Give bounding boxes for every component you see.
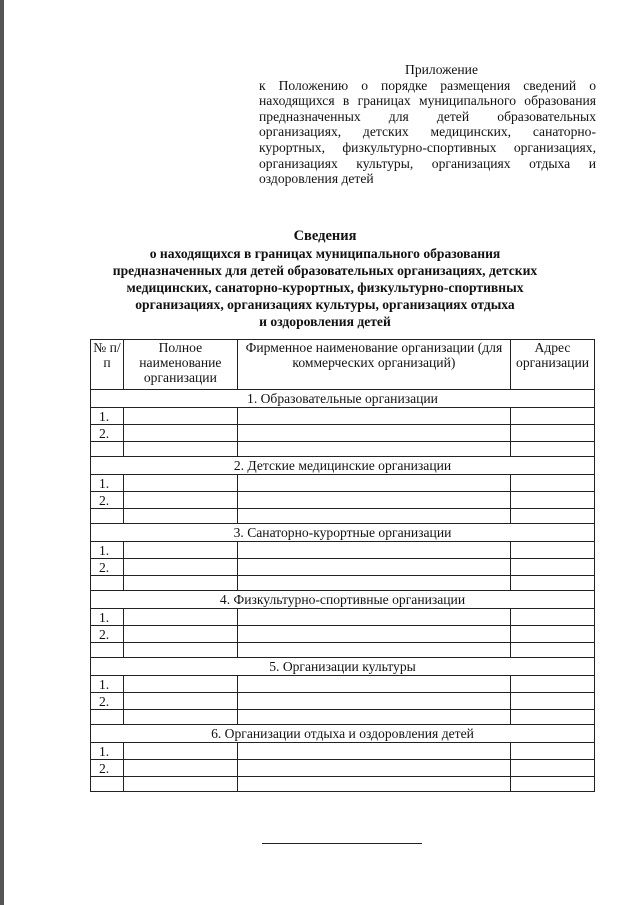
table-row (91, 559, 595, 576)
cell (237, 425, 510, 442)
cell (237, 760, 510, 777)
cell (123, 710, 237, 725)
cell (123, 492, 237, 509)
cell (91, 710, 124, 725)
cell (237, 442, 510, 457)
row-number: 2. (91, 425, 124, 442)
section-title: 5. Организации культуры (91, 658, 595, 676)
cell (511, 676, 595, 693)
cell (237, 408, 510, 425)
cell (511, 777, 595, 792)
section-row (91, 524, 595, 542)
row-number: 1. (91, 408, 124, 425)
cell (237, 475, 510, 492)
section-row (91, 390, 595, 408)
col-header-full-name: Полное наименование организации (123, 340, 237, 390)
cell (123, 676, 237, 693)
cell (511, 576, 595, 591)
row-number: 2. (91, 626, 124, 643)
section-title: 3. Санаторно-курортные организации (91, 524, 595, 542)
section-title: 2. Детские медицинские организации (91, 457, 595, 475)
cell (91, 576, 124, 591)
cell (123, 743, 237, 760)
cell (511, 492, 595, 509)
cell (511, 509, 595, 524)
cell (91, 643, 124, 658)
cell (511, 442, 595, 457)
col-header-address: Адрес организации (511, 340, 595, 390)
heading-line: о находящихся в границах муниципального образования (149, 246, 501, 261)
cell (123, 509, 237, 524)
row-number: 2. (91, 760, 124, 777)
cell (123, 609, 237, 626)
table-row (91, 609, 595, 626)
cell (237, 576, 510, 591)
document-heading (95, 228, 555, 330)
heading-title: Сведения (293, 228, 357, 244)
cell (511, 542, 595, 559)
row-number: 2. (91, 492, 124, 509)
cell (237, 777, 510, 792)
cell (123, 643, 237, 658)
table-row (91, 710, 595, 725)
cell (237, 509, 510, 524)
scan-edge (0, 0, 4, 905)
cell (511, 693, 595, 710)
section-row (91, 591, 595, 609)
section-title: 4. Физкультурно-спортивные организации (91, 591, 595, 609)
appendix-block (259, 62, 596, 187)
section-row (91, 658, 595, 676)
cell (91, 509, 124, 524)
cell (511, 743, 595, 760)
table-row (91, 442, 595, 457)
heading-line: организациях, организациях культуры, организациях отдыха (135, 297, 515, 312)
heading-line: предназначенных для детей образовательных организациях, детских (112, 263, 538, 278)
cell (123, 475, 237, 492)
table-row (91, 509, 595, 524)
closing-line (262, 843, 422, 844)
table-row (91, 743, 595, 760)
table-row (91, 693, 595, 710)
cell (237, 693, 510, 710)
table-row (91, 542, 595, 559)
cell (511, 559, 595, 576)
table-row (91, 475, 595, 492)
row-number: 1. (91, 475, 124, 492)
cell (237, 743, 510, 760)
table-row (91, 492, 595, 509)
cell (237, 710, 510, 725)
row-number: 1. (91, 676, 124, 693)
cell (91, 442, 124, 457)
section-title: 6. Организации отдыха и оздоровления детей (91, 725, 595, 743)
table-row (91, 408, 595, 425)
cell (511, 760, 595, 777)
cell (123, 777, 237, 792)
cell (511, 425, 595, 442)
cell (511, 643, 595, 658)
cell (511, 609, 595, 626)
section-title: 1. Образовательные организации (91, 390, 595, 408)
cell (511, 710, 595, 725)
table-row (91, 626, 595, 643)
cell (237, 643, 510, 658)
cell (123, 442, 237, 457)
table-row (91, 643, 595, 658)
heading-line: и оздоровления детей (259, 314, 391, 329)
appendix-title: Приложение (405, 62, 478, 77)
table-header-row (91, 340, 595, 390)
cell (123, 542, 237, 559)
cell (123, 693, 237, 710)
cell (237, 609, 510, 626)
cell (511, 626, 595, 643)
cell (123, 408, 237, 425)
cell (123, 559, 237, 576)
cell (237, 626, 510, 643)
cell (123, 760, 237, 777)
cell (123, 626, 237, 643)
heading-line: медицинских, санаторно-курортных, физкультурно-спортивных (126, 280, 524, 295)
section-row (91, 457, 595, 475)
row-number: 1. (91, 743, 124, 760)
row-number: 2. (91, 559, 124, 576)
section-row (91, 725, 595, 743)
col-header-brand-name: Фирменное наименование организации (для коммерческих организаций) (237, 340, 510, 390)
cell (511, 475, 595, 492)
table-row (91, 576, 595, 591)
table-row (91, 425, 595, 442)
cell (237, 492, 510, 509)
appendix-text: к Положению о порядке размещения сведений о находящихся в границах муниципального образования предназначенных для детей образовательных организациях, детских медицинских, санаторно-курортных, физкультурно-спортивных организациях, организациях культуры, организациях отдыха и оздоровления детей (259, 77, 596, 187)
col-header-number: № п/п (91, 340, 124, 390)
row-number: 2. (91, 693, 124, 710)
cell (237, 542, 510, 559)
cell (91, 777, 124, 792)
table-row (91, 760, 595, 777)
cell (237, 559, 510, 576)
table-row (91, 777, 595, 792)
organizations-table (90, 339, 595, 792)
cell (511, 408, 595, 425)
row-number: 1. (91, 542, 124, 559)
row-number: 1. (91, 609, 124, 626)
cell (237, 676, 510, 693)
table-row (91, 676, 595, 693)
cell (123, 576, 237, 591)
cell (123, 425, 237, 442)
